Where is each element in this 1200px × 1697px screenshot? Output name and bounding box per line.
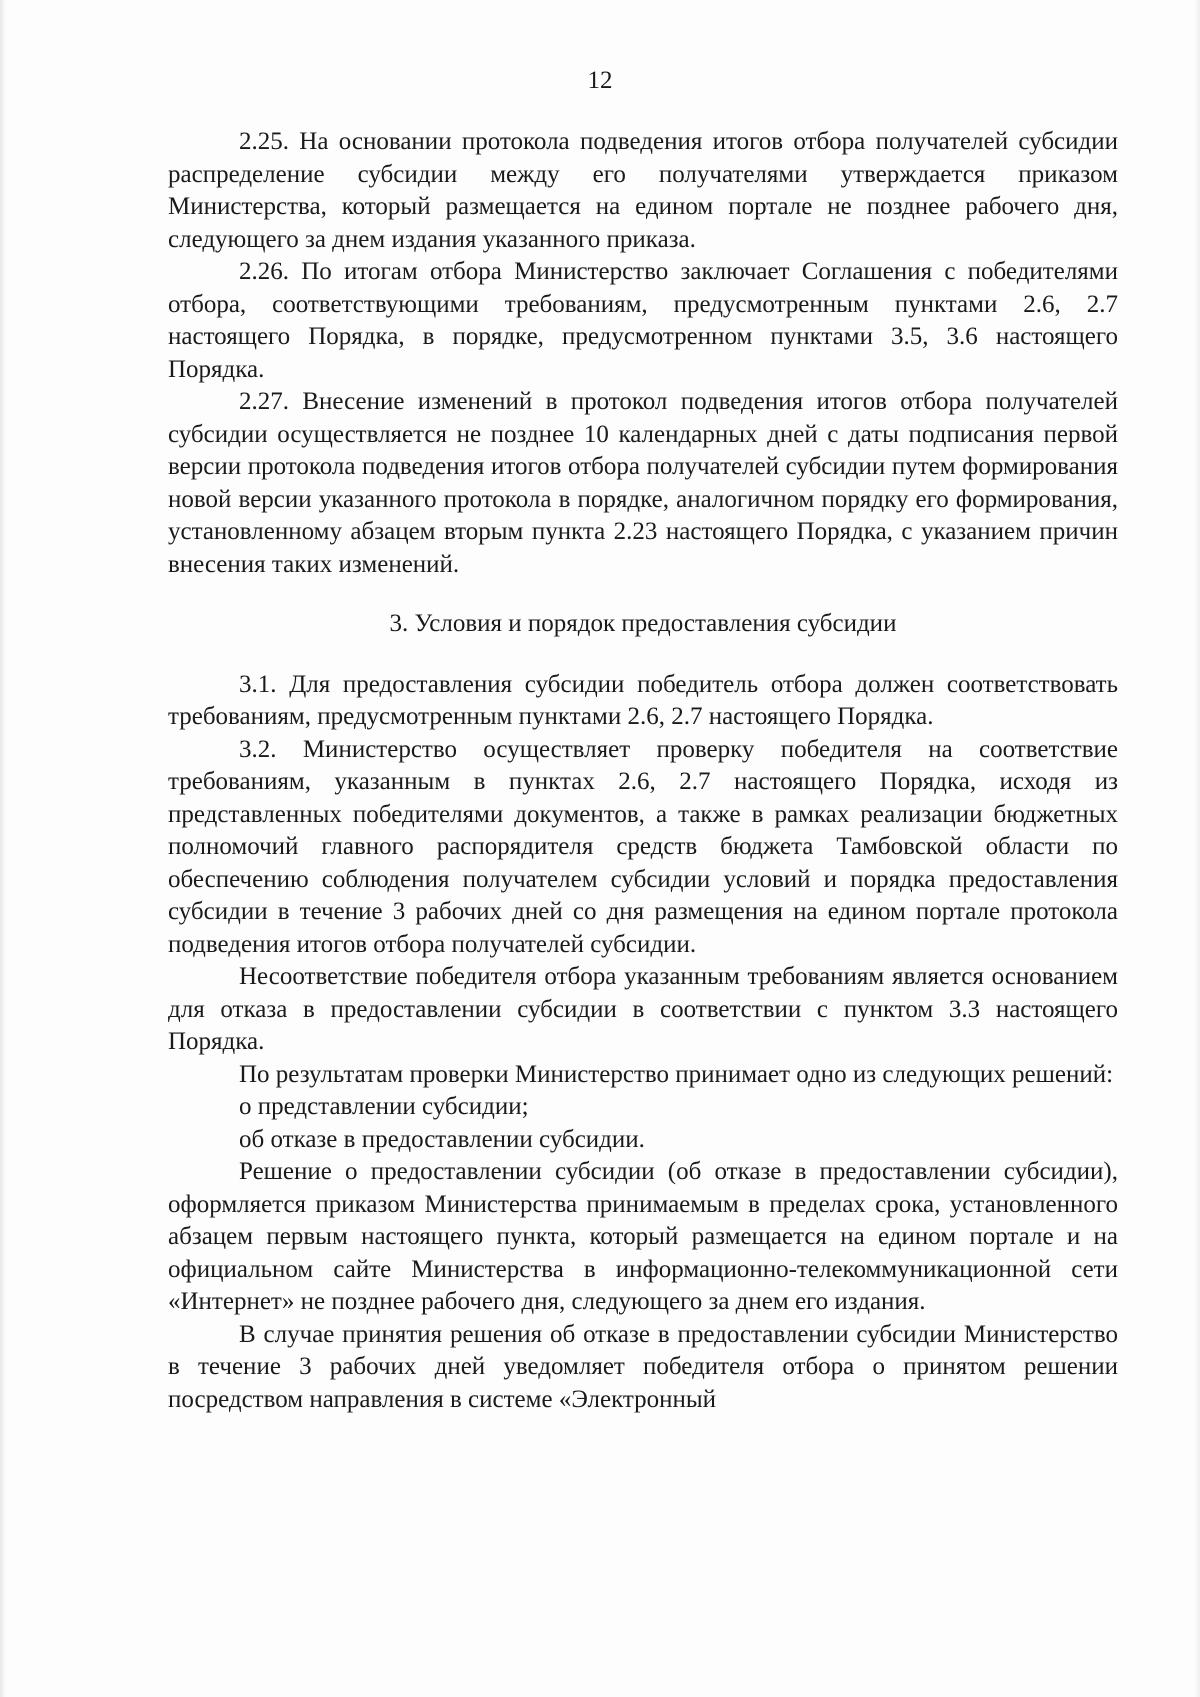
list-item-grant: о представлении субсидии; [239,1093,529,1120]
list-item-refusal: об отказе в предоставлении субсидии. [239,1125,645,1153]
scan-edge-right [1194,0,1200,1697]
scan-edge-left [0,0,6,1697]
paragraph-decision-order: Решение о предоставлении субсидии (об отказе в предоставлении субсидии), оформляется приказом Министерства принимаемым в пределах срока, установленного абзацем первым настоящего пункта, который размещается на едином портале и на официальном сайте Министерства в информационно-телекоммуникационной сети «Интернет» не позднее рабочего дня, следующего за днем его издания. [168,1158,1118,1315]
paragraph-3-2: 3.2. Министерство осуществляет проверку победителя на соответствие требованиям, указанным в пунктах 2.6, 2.7 настоящего Порядка, исходя из представленных победителями документов, а также в рамках реализации бюджетных полномочий главного распорядителя средств бюджета Тамбовской области по обеспечению соблюдения получателем субсидии условий и порядка предоставления субсидии в течение 3 рабочих дней со дня размещения на едином портале протокола подведения итогов отбора получателей субсидии. [168,735,1118,958]
page-number: 12 [587,67,613,94]
paragraph-2-27: 2.27. Внесение изменений в протокол подведения итогов отбора получателей субсидии осуществляется не позднее 10 календарных дней с даты подписания первой версии протокола подведения итогов отбора получателей субсидии путем формирования новой версии указанного протокола в порядке, аналогичном порядку его формирования, установленному абзацем вторым пункта 2.23 настоящего Порядка, с указанием причин внесения таких изменений. [168,388,1118,578]
document-body [168,126,1118,1416]
paragraph-2-25: 2.25. На основании протокола подведения итогов отбора получателей субсидии распределение субсидии между его получателями утверждается приказом Министерства, который размещается на едином портале не позднее рабочего дня, следующего за днем издания указанного приказа. [168,128,1118,253]
section-heading: 3. Условия и порядок предоставления субсидии [389,610,897,637]
paragraph-refusal-notice: В случае принятия решения об отказе в предоставлении субсидии Министерство в течение 3 рабочих дней уведомляет победителя отбора о принятом решении посредством направления в системе «Электронный [168,1320,1118,1413]
paragraph-decisions-intro: По результатам проверки Министерство принимает одно из следующих решений: [239,1060,1114,1088]
paragraph-2-26: 2.26. По итогам отбора Министерство заключает Соглашения с победителями отбора, соответствующими требованиям, предусмотренным пунктами 2.6, 2.7 настоящего Порядка, в порядке, предусмотренном пунктами 3.5, 3.6 настоящего Порядка. [168,258,1118,383]
paragraph-3-1: 3.1. Для предоставления субсидии победитель отбора должен соответствовать требованиям, предусмотренным пунктами 2.6, 2.7 настоящего Порядка. [168,670,1118,730]
paragraph-noncompliance: Несоответствие победителя отбора указанным требованиям является основанием для отказа в предоставлении субсидии в соответствии с пунктом 3.3 настоящего Порядка. [168,963,1118,1055]
